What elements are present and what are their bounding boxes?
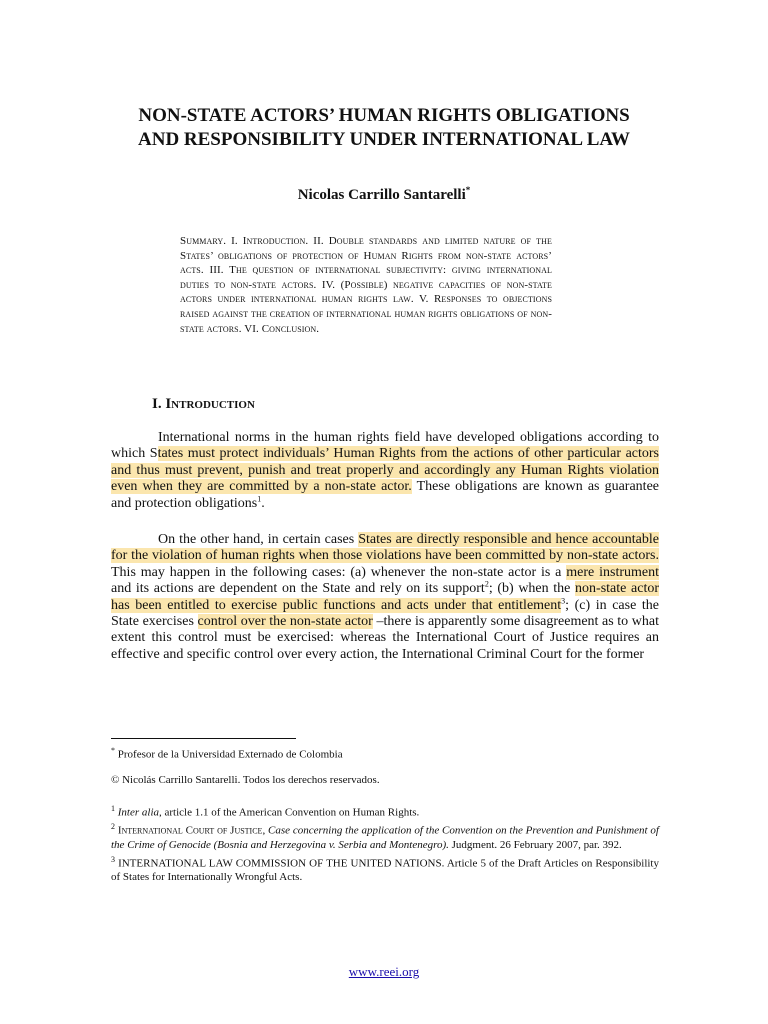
title-line-1: NON-STATE ACTORS’ HUMAN RIGHTS OBLIGATIONS xyxy=(138,105,630,126)
p2-highlight-4: control over the non-state actor xyxy=(197,614,373,630)
p2-text-6: –there is apparently some disagreement as to what extent this control must be exercised: whereas the International Court of Justice requires an effective and specific control over every action, the International Criminal Court for the former xyxy=(111,614,659,662)
footnote-2-mark: 2 xyxy=(111,822,115,832)
footnote-ref-1[interactable]: 1 xyxy=(257,493,262,503)
footnote-1-italic: Inter alia xyxy=(117,806,159,819)
footnote-author xyxy=(111,744,659,762)
p1-text-3: . xyxy=(261,495,265,511)
summary-label: Summary. xyxy=(180,235,227,247)
p2-text-5: ; (c) in case the State exercises xyxy=(111,597,659,630)
p2-text-4: ; (b) when the xyxy=(488,581,576,597)
p2-highlight-3: non-state actor has been entitled to exercise public functions and acts under that entitlement xyxy=(111,581,659,613)
footnote-2-italic: Case concerning the application of the Convention on the Prevention and Punishment of the Crime of Genocide (Bosnia and Herzegovina v. Serbia and Montenegro). xyxy=(111,825,659,851)
footnote-author-mark: * xyxy=(111,746,115,755)
paper-title xyxy=(60,104,708,152)
footnote-3-mark: 3 xyxy=(111,854,115,864)
p2-text-3: and its actions are dependent on the State and rely on its support xyxy=(111,581,485,597)
footnote-2: $^2$ International Court of Justice, Case concerning the application of the Convention on the Prevention and Punishment of the Crime of Genocide (Bosnia and Herzegovina v. Serbia and Montenegro). Judgment. 26 February 2007, par. 392. xyxy=(111,822,659,851)
p2-text-1: On the other hand, in certain cases xyxy=(158,532,359,547)
copyright-note: © Nicolás Carrillo Santarelli. Todos los derechos reservados. xyxy=(111,774,380,786)
p2-text-2: This may happen in the following cases: (a) whenever the non-state actor is a xyxy=(111,564,567,580)
footnote-2-court: International Court of Justice xyxy=(117,825,263,838)
footnote-ref-3[interactable]: 3 xyxy=(561,595,566,605)
p2-highlight-1: States are directly responsible and hence accountable for the violation of human rights when those violations have been committed by non-state actors. xyxy=(111,532,659,564)
author-line xyxy=(60,180,708,205)
author-name: Nicolas Carrillo Santarelli xyxy=(297,187,466,203)
footnote-1-mark: 1 xyxy=(111,804,115,813)
summary-text: I. Introduction. II. Double standards and limited nature of the States’ obligations of protection of Human Rights from non-state actors’ acts. III. The question of international subjectivity: giving international duties to non-state actors. IV. (Possible) negative capacities of non-state actors under international human rights law. V. Responses to objections raised against the creation of international human rights obligations of non-state actors. VI. Conclusion. xyxy=(180,235,552,335)
footnote-ref-2[interactable]: 2 xyxy=(484,579,489,589)
p1-highlight-1: tates must protect individuals’ Human Rights from the actions of other particular actors and thus must prevent, punish and treat properly and accordingly any Human Rights violation even when they are committed by a non-state actor. xyxy=(111,446,660,495)
paragraph-1 xyxy=(111,430,659,512)
footnote-divider xyxy=(111,738,296,739)
p2-highlight-2: mere instrument xyxy=(566,564,659,580)
summary-block xyxy=(180,234,552,336)
section-heading: I. Introduction xyxy=(152,396,255,412)
footnote-1 xyxy=(111,802,659,820)
footnote-3-text: INTERNATIONAL LAW COMMISSION OF THE UNITED NATIONS. Article 5 of the Draft Articles on Responsibility of States for Internationally Wrongful Acts. xyxy=(111,857,659,884)
footer-link[interactable]: www.reei.org xyxy=(348,964,420,979)
footnotes-list xyxy=(111,802,659,885)
footnote-3 xyxy=(111,853,659,885)
paragraph-2 xyxy=(111,532,659,663)
author-footnote-mark[interactable]: * xyxy=(465,185,471,195)
p1-text-2: These obligations are known as guarantee and protection obligations xyxy=(111,479,660,511)
footnote-1-text: , article 1.1 of the American Convention on Human Rights. xyxy=(159,806,420,819)
p1-text-1: International norms in the human rights field have developed obligations according to which S xyxy=(111,430,659,462)
title-line-2: AND RESPONSIBILITY UNDER INTERNATIONAL LAW xyxy=(138,129,630,150)
footnote-author-text: Profesor de la Universidad Externado de Colombia xyxy=(117,748,343,761)
footnote-2-text: Judgment. 26 February 2007, par. 392. xyxy=(448,838,622,851)
